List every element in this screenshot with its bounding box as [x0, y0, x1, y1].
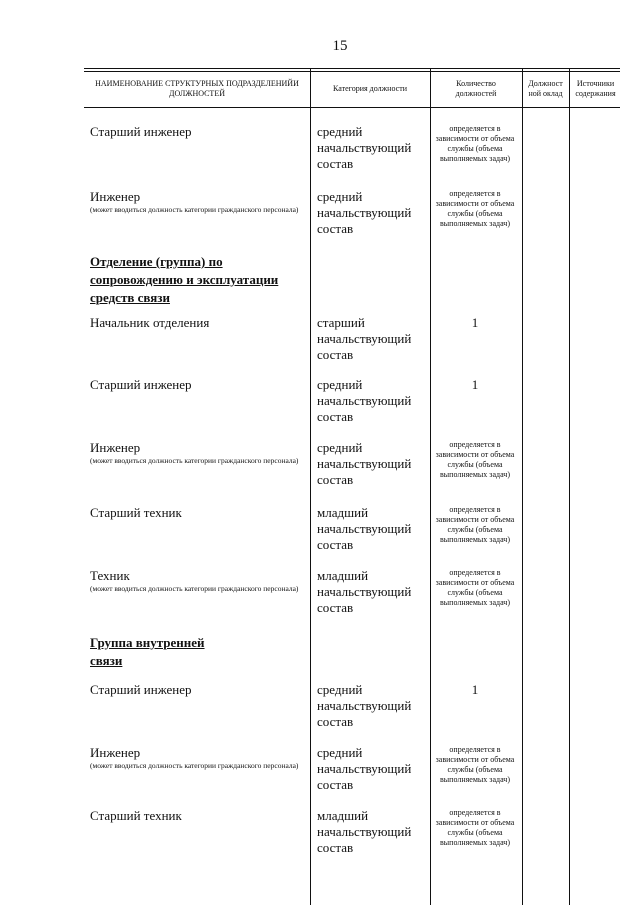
position-quantity: определяется в зависимости от объема службы (объема выполняемых задач): [435, 505, 515, 544]
position-name: Инженер (может вводиться должность категории гражданского персонала): [90, 440, 305, 466]
position-note: (может вводиться должность категории гражданского персонала): [90, 761, 299, 770]
header-quantity: Количество должностей: [455, 79, 497, 98]
header-source: Источники содержания: [575, 79, 616, 98]
position-quantity: определяется в зависимости от объема службы (объема выполняемых задач): [435, 568, 515, 607]
position-quantity: 1: [471, 315, 479, 330]
position-category: младший начальствующий состав: [317, 568, 412, 615]
position-category: средний начальствующий состав: [317, 682, 412, 729]
position-category: средний начальствующий состав: [317, 189, 412, 236]
position-name: Техник (может вводиться должность категории гражданского персонала): [90, 568, 305, 594]
table-top-border: [84, 68, 620, 69]
position-name: Старший техник: [90, 505, 182, 520]
column-divider: [569, 68, 570, 905]
header-name: НАИМЕНОВАНИЕ СТРУКТУРНЫХ ПОДРАЗДЕЛЕНИЙИ ДОЛЖНОСТЕЙ: [95, 79, 299, 98]
position-category: младший начальствующий состав: [317, 505, 412, 552]
column-divider: [522, 68, 523, 905]
position-quantity: определяется в зависимости от объема службы (объема выполняемых задач): [435, 189, 515, 228]
position-quantity: определяется в зависимости от объема службы (объема выполняемых задач): [435, 124, 515, 163]
section-heading: Группа внутренней связи: [90, 635, 205, 668]
position-category: средний начальствующий состав: [317, 745, 412, 792]
position-name: Инженер (может вводиться должность категории гражданского персонала): [90, 745, 305, 771]
staff-table: [84, 68, 620, 905]
position-category: старший начальствующий состав: [317, 315, 412, 362]
position-category: средний начальствующий состав: [317, 124, 412, 171]
header-category: Категория должности: [333, 84, 407, 93]
position-quantity: 1: [471, 377, 479, 392]
position-note: (может вводиться должность категории гражданского персонала): [90, 456, 299, 465]
position-category: средний начальствующий состав: [317, 377, 412, 424]
position-name: Старший инженер: [90, 682, 192, 697]
position-name: Старший инженер: [90, 377, 192, 392]
header-salary: Должност ной оклад: [528, 79, 563, 98]
position-note: (может вводиться должность категории гражданского персонала): [90, 205, 299, 214]
page-number: 15: [332, 38, 348, 54]
header-bottom-border: [84, 107, 620, 108]
position-quantity: 1: [471, 682, 479, 697]
position-name: Инженер (может вводиться должность категории гражданского персонала): [90, 189, 305, 215]
position-name: Старший инженер: [90, 124, 192, 139]
section-heading: Отделение (группа) по сопровождению и эксплуатации средств связи: [90, 254, 279, 305]
column-divider: [310, 68, 311, 905]
position-name: Начальник отделения: [90, 315, 210, 330]
position-category: средний начальствующий состав: [317, 440, 412, 487]
position-quantity: определяется в зависимости от объема службы (объема выполняемых задач): [435, 745, 515, 784]
position-note: (может вводиться должность категории гражданского персонала): [90, 584, 299, 593]
position-quantity: определяется в зависимости от объема службы (объема выполняемых задач): [435, 808, 515, 847]
position-name: Старший техник: [90, 808, 182, 823]
position-category: младший начальствующий состав: [317, 808, 412, 855]
position-quantity: определяется в зависимости от объема службы (объема выполняемых задач): [435, 440, 515, 479]
